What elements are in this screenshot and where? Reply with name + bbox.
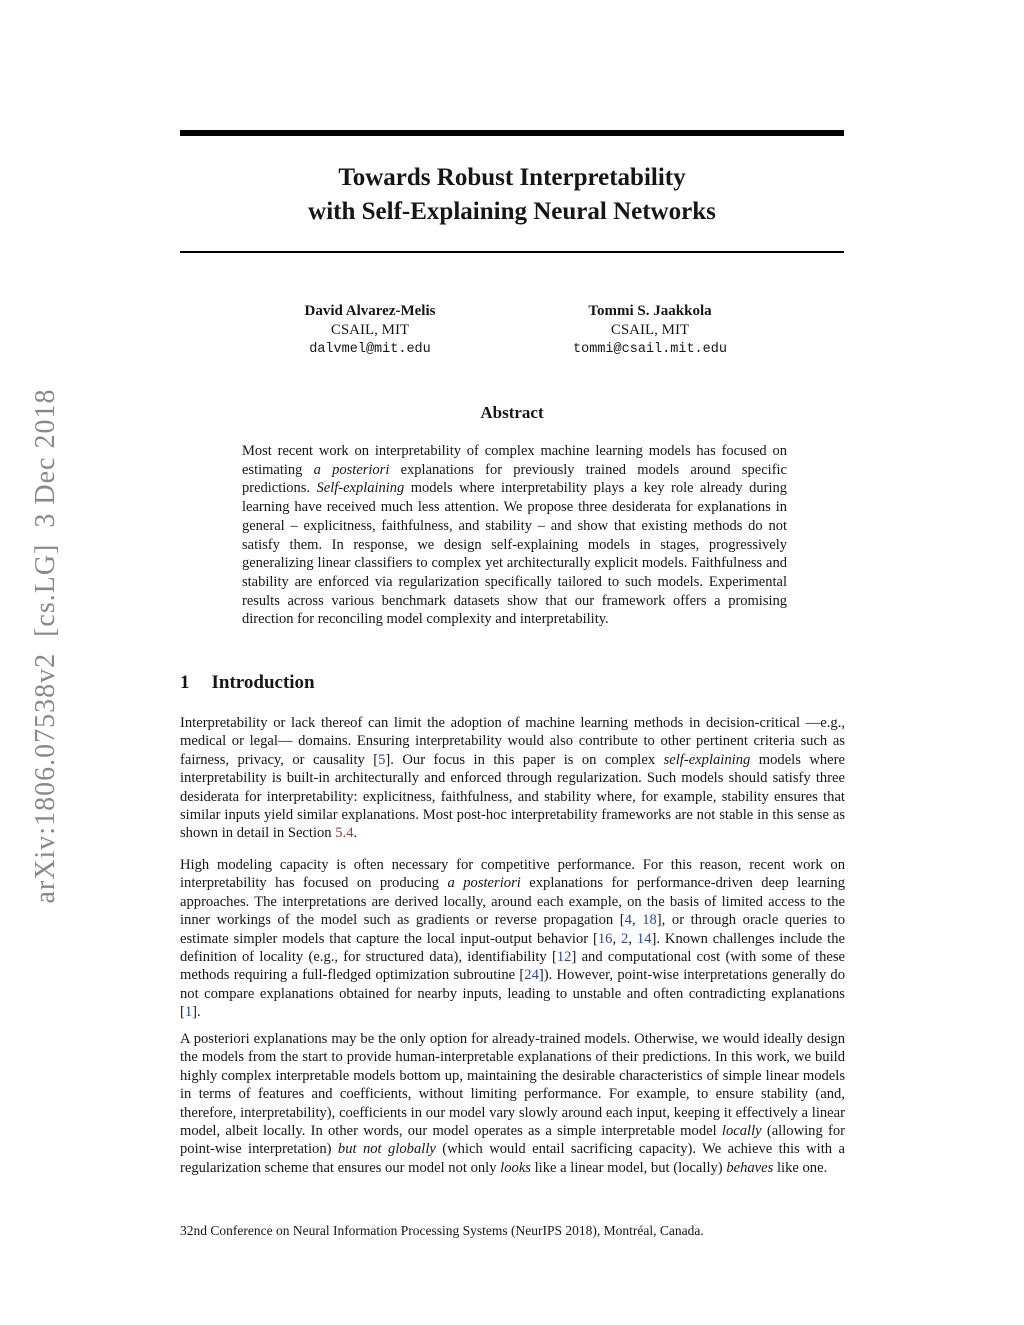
abstract-heading: Abstract bbox=[480, 403, 544, 422]
author-block-1 bbox=[210, 302, 530, 359]
title-rule-top bbox=[180, 130, 844, 136]
paper-title-line2: with Self-Explaining Neural Networks bbox=[308, 198, 716, 225]
citation-link[interactable]: 1 bbox=[184, 1004, 193, 1021]
citation-link[interactable]: 24 bbox=[524, 967, 539, 984]
author-1-email: dalvmel@mit.edu bbox=[309, 342, 431, 357]
citation-link[interactable]: 12 bbox=[556, 949, 572, 966]
abstract-text: Most recent work on interpretability of complex machine learning models has focused on estimating a posteriori explanations for previously trained models around specific predictions. Self-explaining models where interpretability plays a key role already during learning have received much less attention. We propose three desiderata for explanations in general – explicitness, faithfulness, and stability – and show that existing methods do not satisfy them. In response, we design self-explaining models in stages, progressively generalizing linear classifiers to complex yet architecturally explicit models. Faithfulness and stability are enforced via regularization specifically tailored to such models. Experimental results across various benchmark datasets show that our framework offers a promising direction for reconciling model complexity and interpretability. bbox=[242, 443, 788, 628]
intro-paragraph-1: Interpretability or lack thereof can limit the adoption of machine learning methods in decision-critical —e.g., medical or legal— domains. Ensuring interpretability would also contribute to other pertinent criteria such as fairness, privacy, or causality [5]. Our focus in this paper is on complex self-explaining models where interpretability is built-in architecturally and enforced through regularization. Such models should satisfy three desiderata for interpretability: explicitness, faithfulness, and stability where, for example, stability ensures that similar inputs yield similar explanations. Most post-hoc interpretability frameworks are not stable in this sense as shown in detail in Section 5.4. bbox=[180, 715, 845, 842]
author-block-2 bbox=[490, 302, 810, 359]
citation-link[interactable]: 18 bbox=[642, 912, 657, 929]
author-1-name: David Alvarez-Melis bbox=[304, 303, 436, 319]
section-ref-link[interactable]: 5.4 bbox=[335, 825, 354, 842]
paper-title bbox=[180, 161, 844, 229]
arxiv-watermark: arXiv:1806.07538v2 [cs.LG] 3 Dec 2018 bbox=[30, 388, 61, 904]
author-1-affiliation: CSAIL, MIT bbox=[330, 322, 410, 338]
author-2-name: Tommi S. Jaakkola bbox=[588, 303, 712, 319]
citation-link[interactable]: 2 bbox=[621, 930, 629, 947]
citation-link[interactable]: 5 bbox=[378, 751, 386, 768]
author-2-email: tommi@csail.mit.edu bbox=[573, 342, 727, 357]
section-1-heading bbox=[180, 672, 315, 694]
paper-title-line1: Towards Robust Interpretability bbox=[338, 164, 686, 191]
citation-link[interactable]: 14 bbox=[636, 930, 652, 947]
section-1-number: 1 bbox=[180, 672, 190, 693]
author-2-affiliation: CSAIL, MIT bbox=[610, 322, 690, 338]
citation-link[interactable]: 4 bbox=[624, 912, 632, 929]
citation-link[interactable]: 16 bbox=[597, 930, 613, 947]
title-rule-bottom bbox=[180, 251, 844, 253]
conference-footnote: 32nd Conference on Neural Information Processing Systems (NeurIPS 2018), Montréal, Canada. bbox=[180, 1223, 704, 1238]
intro-paragraph-3: A posteriori explanations may be the only option for already-trained models. Otherwise, we would ideally design the models from the start to provide human-interpretable explanations of their predictions. In this work, we build highly complex interpretable models bottom up, maintaining the desirable characteristics of simple linear models in terms of features and coefficients, without limiting performance. For example, to ensure stability (and, therefore, interpretability), coefficients in our model vary slowly around each input, keeping it effectively a linear model, albeit locally. In other words, our model operates as a simple interpretable model locally (allowing for point-wise interpretation) but not globally (which would entail sacrificing capacity). We achieve this with a regularization scheme that ensures our model not only looks like a linear model, but (locally) behaves like one. bbox=[180, 1031, 846, 1176]
intro-paragraph-2: High modeling capacity is often necessary for competitive performance. For this reason, recent work on interpretability has focused on producing a posteriori explanations for performance-driven deep learning approaches. The interpretations are derived locally, around each example, on the basis of limited access to the inner workings of the model such as gradients or reverse propagation [4, 18], or through oracle queries to estimate simpler models that capture the local input-output behavior [16, 2, 14]. Known challenges include the definition of locality (e.g., for structured data), identifiability [12] and computational cost (with some of these methods requiring a full-fledged optimization subroutine [24]). However, point-wise interpretations generally do not compare explanations obtained for nearby inputs, leading to unstable and often contradicting explanations [1]. bbox=[180, 857, 845, 1021]
section-1-title: Introduction bbox=[211, 672, 315, 693]
